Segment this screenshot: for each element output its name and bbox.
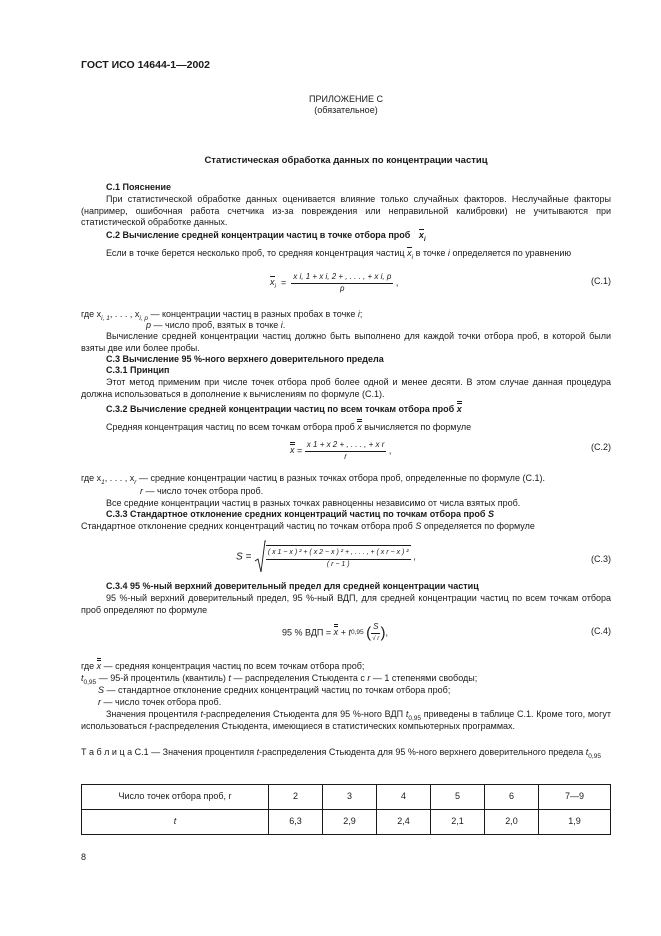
table-cell-t-label: t	[82, 810, 269, 835]
values-para-t3: t	[149, 720, 152, 731]
c34-where-t-text-t: t	[228, 673, 231, 683]
c2-where-p-text: — число проб, взятых в точке	[153, 320, 279, 330]
table-caption-t2: t	[585, 747, 589, 757]
table-cell-r: 4	[377, 785, 431, 810]
page-number: 8	[81, 852, 87, 862]
c34-where-1	[81, 661, 364, 673]
c2-heading-symbol-sub: i	[423, 235, 426, 243]
c33-para-s: S	[415, 521, 422, 531]
main-title: Статистическая обработка данных по концентрации частиц	[204, 155, 488, 166]
table-caption-sub: 0,95	[588, 752, 601, 760]
c2-where-2	[146, 320, 285, 332]
table-row-t	[82, 810, 611, 835]
formula-c2-denominator: r	[344, 452, 347, 461]
formula-c2-lhs: x	[290, 445, 295, 456]
c34-where-t-text-c: — 1 степенями свободы;	[372, 673, 478, 683]
equation-number-c3: (С.3)	[591, 554, 611, 564]
c33-para-b: определяется по формуле	[423, 521, 535, 531]
table-caption-label: Т а б л и ц а	[81, 747, 133, 757]
c2-para-symbol-sub: i	[411, 253, 414, 261]
c2-where-a: где x	[81, 309, 102, 319]
table-c1	[81, 784, 611, 835]
formula-c1-denominator: p	[340, 284, 345, 293]
c32-where-2	[140, 486, 263, 498]
c32-where-1	[81, 473, 545, 485]
c32-where-sub2: r	[134, 478, 137, 486]
formula-c2-eq: =	[297, 445, 303, 456]
table-cell-t: 6,3	[269, 810, 323, 835]
table-cell-t: 1,9	[539, 810, 611, 835]
appendix-status: (обязательное)	[314, 105, 378, 115]
values-para-t2: t	[405, 709, 409, 719]
c2-where-p-end: .	[282, 320, 286, 330]
c34-where-s: S	[98, 685, 105, 695]
formula-c4-plus-t: + t	[340, 627, 351, 638]
c2-heading-text: С.2 Вычисление средней концентрации частиц в точке отбора проб	[106, 230, 411, 240]
c2-para-symbol: x	[407, 248, 412, 258]
c34-where-s-text: — стандартное отклонение средних концентраций частиц по точкам отбора проб;	[106, 685, 451, 695]
table-cell-r: 6	[485, 785, 539, 810]
c34-where-a: где	[81, 661, 95, 671]
c2-where-i: i	[357, 309, 360, 319]
c32-where-r-text: — число точек отбора проб.	[145, 486, 264, 496]
c32-where-b: , . . . , x	[104, 473, 135, 483]
table-row-r	[82, 785, 611, 810]
document-header: ГОСТ ИСО 14644-1—2002	[81, 59, 210, 71]
c32-where-a: где x	[81, 473, 102, 483]
c33-heading	[106, 509, 494, 521]
formula-c3	[236, 540, 416, 574]
formula-c4: 95 % ВДП = x + t0,95 ( $\frac{S}{√ r}$ ),	[282, 622, 388, 642]
c34-where-x: x	[96, 661, 102, 671]
table-caption-text-a: С.1 — Значения процентиля	[134, 747, 255, 757]
formula-c4-denominator: √ r	[372, 636, 380, 642]
c34-where-t-text-b: — распределения Стьюдента с	[233, 673, 365, 683]
table-cell-t: 2,0	[485, 810, 539, 835]
c2-where-1	[81, 309, 362, 321]
formula-c1-lhs: x	[270, 277, 275, 288]
values-para-d: -распределения Стьюдента, имеющиеся в статистических компьютерных программах.	[151, 720, 516, 731]
table-cell-t: 2,1	[431, 810, 485, 835]
c32-heading-symbol: x	[456, 404, 462, 414]
equation-number-c1: (С.1)	[591, 276, 611, 286]
c2-heading-symbol: x	[418, 230, 424, 240]
c2-where-sub2: i, p	[139, 314, 148, 322]
c32-para-a: Средняя концентрация частиц по всем точкам отбора проб	[106, 422, 355, 432]
c2-para-c: определяется по уравнению	[452, 248, 572, 258]
c34-paragraph: 95 %-ный верхний доверительный предел, 95 %-ный ВДП, для средней концентрации частиц по всем точкам отбора проб определяют по формуле	[81, 593, 611, 615]
formula-c2-numerator: x 1 + x 2 + , . . . , + x r	[305, 440, 387, 452]
square-root-sign-icon	[254, 540, 266, 574]
appendix-title: ПРИЛОЖЕНИЕ С	[309, 94, 383, 104]
c34-where-t-text-a: — 95-й процентиль (квантиль)	[98, 673, 226, 683]
c34-where-r: r	[98, 697, 101, 707]
formula-c4-x: x	[333, 627, 339, 638]
c32-para-b: вычисляется по формуле	[364, 422, 472, 432]
c34-where-t: t	[81, 673, 84, 683]
formula-c1-numerator: x i, 1 + x i, 2 + , . . . , + x i, p	[291, 272, 393, 284]
equation-number-c4: (С.4)	[591, 626, 611, 636]
c32-weights-paragraph: Все средние концентрации частиц в разных точках равноценны независимо от числа взятых проб.	[106, 498, 521, 508]
c2-para-b: в точке	[415, 248, 446, 258]
formula-c2-tail: ,	[388, 445, 392, 456]
equation-number-c2: (С.2)	[591, 442, 611, 452]
c34-where-2	[81, 673, 477, 685]
table-cell-t: 2,9	[323, 810, 377, 835]
table-caption-t: t	[256, 747, 260, 757]
c34-where-t-sub: 0,95	[83, 678, 97, 686]
c34-where-3	[98, 685, 450, 697]
c2-where-sub1: i, 1	[101, 314, 110, 322]
c1-paragraph: При статистической обработке данных оценивается влияние только случайных факторов. Неслучайные факторы (например, ошибочная работа счетчика из-за повреждения или неправильной калибровки) не учитываются при статистической обработке данных.	[81, 194, 611, 227]
formula-c3-numerator: ( x 1 − x ) ² + ( x 2 − x ) ² + , . . . , + ( x r − x ) ²	[266, 548, 411, 560]
c2-where-c: — концентрации частиц в разных пробах в точке	[150, 309, 356, 319]
formula-c3-tail: ,	[413, 551, 416, 562]
c33-heading-s: S	[487, 509, 494, 519]
c34-where-r-text: — число точек отбора проб.	[103, 697, 222, 707]
table-cell-r: 3	[323, 785, 377, 810]
formula-c1: $x_i$ = $\frac{\text{x i, 1 + x i, 2 + , . . . , + x i, p}}{p}$ ,	[270, 272, 399, 293]
c32-heading	[106, 404, 462, 416]
c33-paragraph	[81, 521, 535, 533]
values-para-b: -распределения Стьюдента для 95 %-ного ВДП	[203, 709, 404, 719]
table-caption-text-b: -распределения Стьюдента для 95 %-ного верхнего доверительного предела	[259, 747, 584, 757]
formula-c4-numerator: S	[371, 622, 380, 634]
c34-heading: С.3.4 95 %-ный верхний доверительный предел для средней концентрации частиц	[106, 581, 479, 591]
c34-where-4	[98, 697, 221, 709]
formula-c3-denominator: ( r − 1 )	[326, 560, 350, 568]
c32-where-r: r	[140, 486, 143, 496]
c34-values-paragraph	[81, 709, 611, 732]
formula-c4-sub: 0,95	[350, 629, 364, 636]
c2-where-b: , . . . , x	[109, 309, 140, 319]
c31-heading: С.3.1 Принцип	[106, 365, 170, 375]
table-cell-r-label: Число точек отбора проб, r	[82, 785, 269, 810]
c33-para-a: Стандартное отклонение средних концентраций частиц по точкам отбора проб	[81, 521, 413, 531]
c34-where-t-text-r: r	[367, 673, 371, 683]
c2-where-p-i: i	[280, 320, 283, 330]
formula-c1-tail: ,	[395, 277, 399, 288]
c1-heading: С.1 Пояснение	[106, 182, 172, 192]
formula-c3-lhs: S =	[236, 551, 252, 563]
values-para-a: Значения процентиля	[106, 709, 198, 719]
values-para-sub: 0,95	[408, 714, 421, 722]
c32-where-sub1: 1	[101, 478, 105, 486]
c32-where-c: — средние концентрации частиц в разных точках отбора проб, определенные по формуле (С.1).	[138, 473, 545, 483]
c3-heading: С.3 Вычисление 95 %-ного верхнего доверительного предела	[106, 354, 384, 364]
c32-heading-text: С.3.2 Вычисление средней концентрации частиц по всем точкам отбора проб	[106, 404, 455, 414]
table-cell-r: 2	[269, 785, 323, 810]
c31-paragraph: Этот метод применим при числе точек отбора проб более одной и менее десяти. В этом случае данная процедура должна использоваться в дополнение к вычислениям по формуле (С.1).	[81, 377, 611, 399]
c2-where-end: ;	[359, 309, 363, 319]
c2-para-a: Если в точке берется несколько проб, то средняя концентрация частиц	[106, 248, 405, 258]
formula-c1-lhs-sub: i	[274, 283, 276, 291]
c2-paragraph-2: Вычисление средней концентрации частиц должно быть выполнено для каждой точки отбора проб, в которой были взяты две или более пробы.	[81, 331, 611, 353]
c2-para-i: i	[447, 248, 450, 258]
c2-where-p: p	[146, 320, 152, 330]
c2-paragraph	[106, 248, 571, 260]
formula-c2	[290, 440, 391, 462]
values-para-c: приведены в таблице С.1. Кроме того, могут использоваться	[81, 709, 611, 731]
c32-paragraph	[106, 422, 471, 434]
values-para-t: t	[200, 709, 204, 719]
table-caption	[81, 747, 611, 759]
c2-heading	[106, 230, 426, 242]
formula-c4-lhs: 95 % ВДП =	[282, 627, 332, 638]
c32-para-symbol: x	[357, 422, 362, 432]
table-cell-r: 7—9	[539, 785, 611, 810]
table-cell-t: 2,4	[377, 810, 431, 835]
c33-heading-text: С.3.3 Стандартное отклонение средних концентраций частиц по точкам отбора проб	[106, 509, 486, 519]
c34-where-x-text: — средняя концентрация частиц по всем точкам отбора проб;	[103, 661, 365, 671]
formula-c4-tail: ,	[385, 627, 388, 638]
table-cell-r: 5	[431, 785, 485, 810]
